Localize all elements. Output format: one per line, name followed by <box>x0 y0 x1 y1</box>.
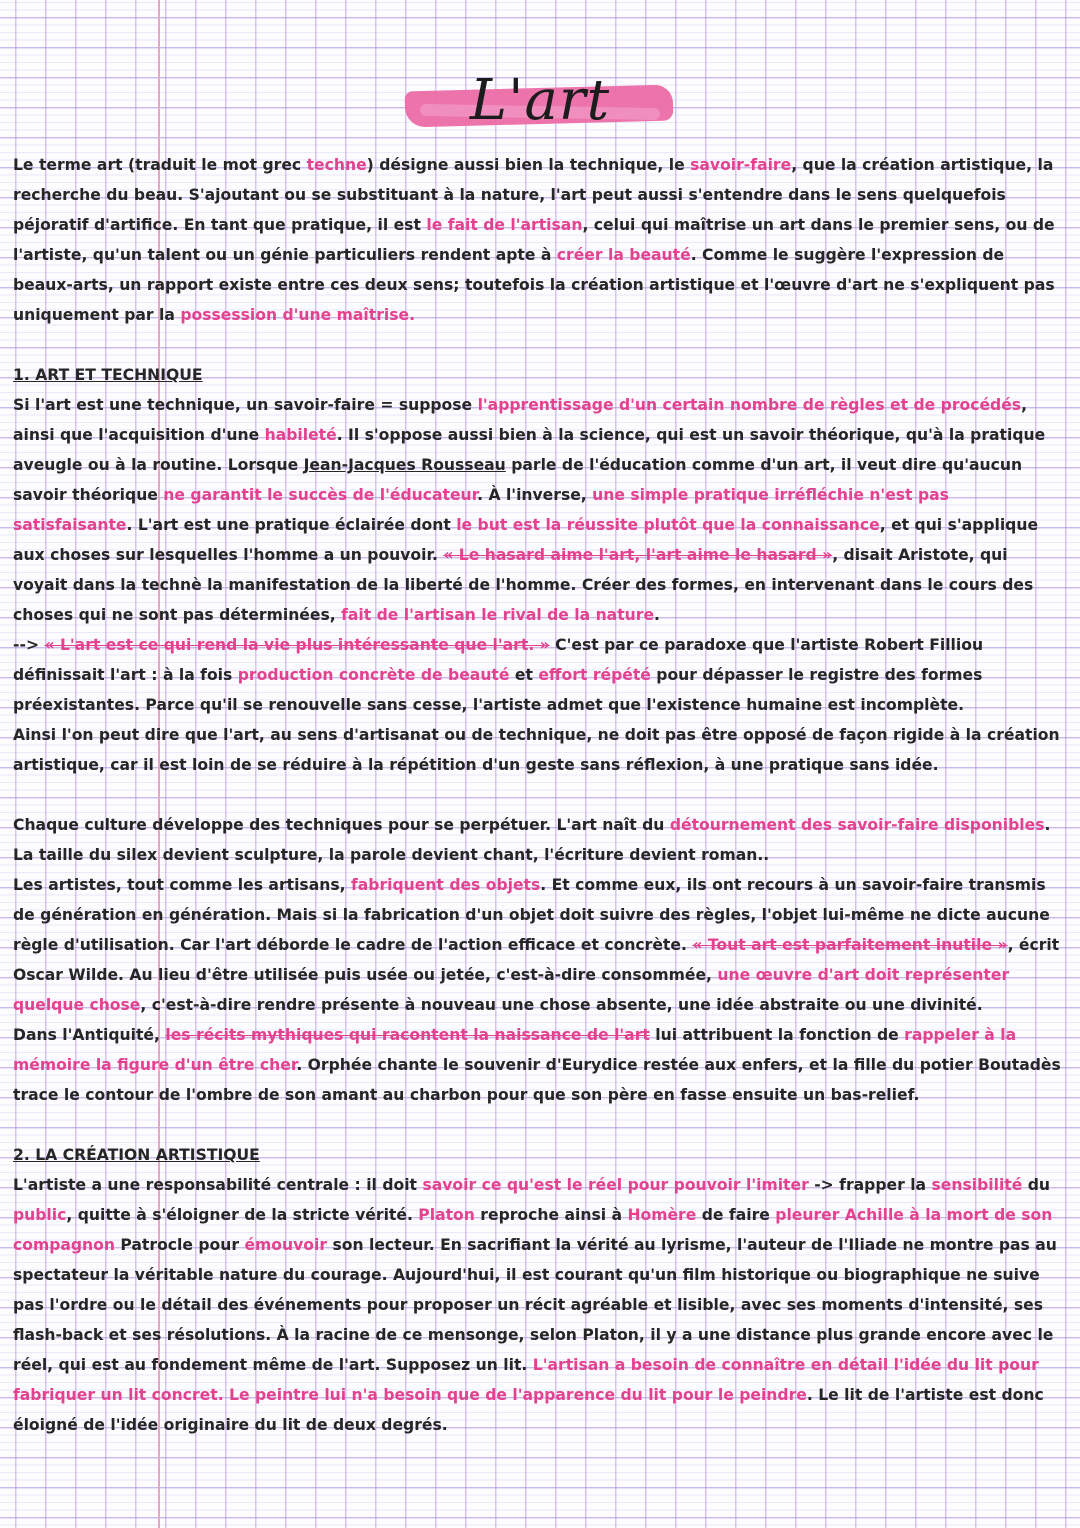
highlighted-text: public <box>13 1206 67 1224</box>
text-run: , disait Aristote, qui voyait dans la technè la manifestation de la liberté de l'homme. Créer des formes, en intervenant dans le cours des choses qui ne sont pas déterminées, <box>13 546 1034 624</box>
text-run: pour dépasser le registre des formes préexistantes. Parce qu'il se renouvelle sans cesse, l'artiste admet que l'existence humaine est incomplète. <box>13 666 983 714</box>
text-run: , que la création artistique, la recherche du beau. S'ajoutant ou se substituant à la nature, l'art peut aussi s'entendre dans le sens quelquefois péjoratif d'artifice. En tant que pratique, il est <box>13 156 1054 234</box>
text-run: C'est par ce paradoxe que l'artiste Robert Filliou définissait l'art : à la fois <box>13 636 984 684</box>
text-run: . À l'inverse, <box>477 486 593 504</box>
highlighted-text: sensibilité <box>931 1176 1023 1194</box>
highlighted-text: une simple pratique irréfléchie n'est pas satisfaisante <box>13 486 949 534</box>
text-run: . Orphée chante le souvenir d'Eurydice restée aux enfers, et la fille du potier Boutadès trace le contour de l'ombre de son amant au charbon pour que son père en fasse ensuite un bas-relief. <box>13 1056 1061 1104</box>
text-run: . <box>654 606 660 624</box>
text-run: , ainsi que l'acquisition d'une <box>13 396 1027 444</box>
text-run: . L'art est une pratique éclairée dont <box>126 516 457 534</box>
highlighted-text: ne garantit le succès de l'éducateur <box>163 486 478 504</box>
section-heading-1: 1. ART ET TECHNIQUE <box>13 366 203 384</box>
paragraph <box>13 1020 1063 1110</box>
highlighted-text: effort répété <box>538 666 651 684</box>
text-run: reproche ainsi à <box>474 1206 628 1224</box>
text-run: Si l'art est une technique, un savoir-faire = suppose <box>13 396 478 414</box>
highlighted-text: savoir ce qu'est le réel pour pouvoir l'imiter <box>422 1176 809 1194</box>
text-run: . Le lit de l'artiste est donc éloigné de l'idée originaire du lit de deux degrés. <box>13 1386 1044 1434</box>
text-run: son lecteur. En sacrifiant la vérité au lyrisme, l'auteur de l'Iliade ne montre pas au spectateur la véritable nature du courage. Aujourd'hui, il est courant qu'un film historique ou biographique ne suive pas l'ordre ou le détail des événements pour proposer un récit agréable et lisible, avec ses moments d'intensité, ses flash-back et ses résolutions. À la racine de ce mensonge, selon Platon, il y a une distance plus grande encore avec le réel, qui est au fondement même de l'art. Supposez un lit. <box>13 1236 1057 1374</box>
text-run: . Et comme eux, ils ont recours à un savoir-faire transmis de génération en génération. Mais si la fabrication d'un objet doit suivre des règles, l'objet lui-même ne dicte aucune règle d'utilisation. Car l'art déborde le cadre de l'action efficace et concrète. <box>13 876 1050 954</box>
highlighted-text: savoir-faire <box>690 156 792 174</box>
text-run: . Comme le suggère l'expression de beaux-arts, un rapport existe entre ces deux sens; toutefois la création artistique et l'œuvre d'art ne s'expliquent pas uniquement par la <box>13 246 1055 324</box>
text-run: Patrocle pour <box>114 1236 245 1254</box>
highlighted-text: le but est la réussite plutôt que la connaissance <box>456 516 880 534</box>
underlined-text: Jean-Jacques Rousseau <box>303 456 506 474</box>
text-run: Ainsi l'on peut dire que l'art, au sens d'artisanat ou de technique, ne doit pas être opposé de façon rigide à la création artistique, car il est loin de se réduire à la répétition d'un geste sans réflexion, à une pratique sans idée. <box>13 726 1060 774</box>
text-run: et <box>509 666 539 684</box>
text-run: du <box>1022 1176 1051 1194</box>
paragraph <box>13 1170 1063 1440</box>
highlighted-text: possession d'une maîtrise. <box>180 306 416 324</box>
text-run: . Il s'oppose aussi bien à la science, qui est un savoir théorique, qu'à la pratique aveugle ou à la routine. Lorsque <box>13 426 1046 474</box>
highlighted-text: le fait de l'artisan <box>426 216 583 234</box>
text-run: , c'est-à-dire rendre présente à nouveau une chose absente, une idée abstraite ou une divinité. <box>140 996 983 1014</box>
text-run: -> frapper la <box>808 1176 932 1194</box>
text-run: Le terme art (traduit le mot grec <box>13 156 307 174</box>
highlighted-text: l'apprentissage d'un certain nombre de règles et de procédés <box>477 396 1022 414</box>
text-run: parle de l'éducation comme d'un art, il veut dire qu'aucun savoir théorique <box>13 456 1023 504</box>
highlighted-text: « Tout art est parfaitement inutile » <box>692 936 1008 954</box>
text-run: . La taille du silex devient sculpture, la parole devient chant, l'écriture devient roman.. <box>13 816 1051 864</box>
highlighted-text: créer la beauté <box>556 246 691 264</box>
text-run: Les artistes, tout comme les artisans, <box>13 876 351 894</box>
title-area <box>0 62 1080 142</box>
text-run: , écrit Oscar Wilde. Au lieu d'être utilisée puis usée ou jetée, c'est-à-dire consommée, <box>13 936 1060 984</box>
section-heading-2: 2. LA CRÉATION ARTISTIQUE <box>13 1146 260 1164</box>
text-run: Dans l'Antiquité, <box>13 1026 166 1044</box>
text-run: , et qui s'applique aux choses sur lesquelles l'homme a un pouvoir. <box>13 516 1039 564</box>
paragraph <box>13 810 1063 870</box>
intro-paragraph <box>13 150 1063 330</box>
text-run: --> <box>13 636 45 654</box>
text-run: de faire <box>696 1206 776 1224</box>
paragraph <box>13 390 1063 630</box>
highlighted-text: Homère <box>627 1206 697 1224</box>
paragraph <box>13 720 1063 780</box>
highlighted-text: émouvoir <box>244 1236 328 1254</box>
page-title: L'art <box>469 68 611 133</box>
highlighted-text: « Le hasard aime l'art, l'art aime le hasard » <box>443 546 833 564</box>
highlighted-text: pleurer Achille à la mort de son compagnon <box>13 1206 1053 1254</box>
text-run: , quitte à s'éloigner de la stricte vérité. <box>66 1206 419 1224</box>
notes-body <box>13 150 1063 1440</box>
highlighted-text: production concrète de beauté <box>237 666 510 684</box>
paragraph <box>13 630 1063 720</box>
paragraph <box>13 870 1063 1020</box>
highlighted-text: « L'art est ce qui rend la vie plus intéressante que l'art. » <box>44 636 550 654</box>
highlighted-text: fabriquent des objets <box>350 876 541 894</box>
text-run: ) désigne aussi bien la technique, le <box>366 156 691 174</box>
highlighted-text: Platon <box>418 1206 475 1224</box>
highlighted-text: rappeler à la mémoire la figure d'un être cher <box>13 1026 1017 1074</box>
highlighted-text: une œuvre d'art doit représenter quelque chose <box>13 966 1010 1014</box>
text-run: Chaque culture développe des techniques pour se perpétuer. L'art naît du <box>13 816 670 834</box>
highlighted-text: habileté <box>264 426 337 444</box>
highlighted-text: les récits mythiques qui racontent la naissance de l'art <box>165 1026 650 1044</box>
highlighted-text: L'artisan a besoin de connaître en détail l'idée du lit pour fabriquer un lit concret. Le peintre lui n'a besoin que de l'apparence du lit pour le peindre <box>13 1356 1039 1404</box>
highlighted-text: fait de l'artisan le rival de la nature <box>341 606 655 624</box>
highlighted-text: détournement des savoir-faire disponibles <box>669 816 1045 834</box>
text-run: lui attribuent la fonction de <box>649 1026 905 1044</box>
text-run: , celui qui maîtrise un art dans le premier sens, ou de l'artiste, qu'un talent ou un génie particuliers rendent apte à <box>13 216 1055 264</box>
highlighted-text: techne <box>306 156 367 174</box>
text-run: L'artiste a une responsabilité centrale : il doit <box>13 1176 423 1194</box>
